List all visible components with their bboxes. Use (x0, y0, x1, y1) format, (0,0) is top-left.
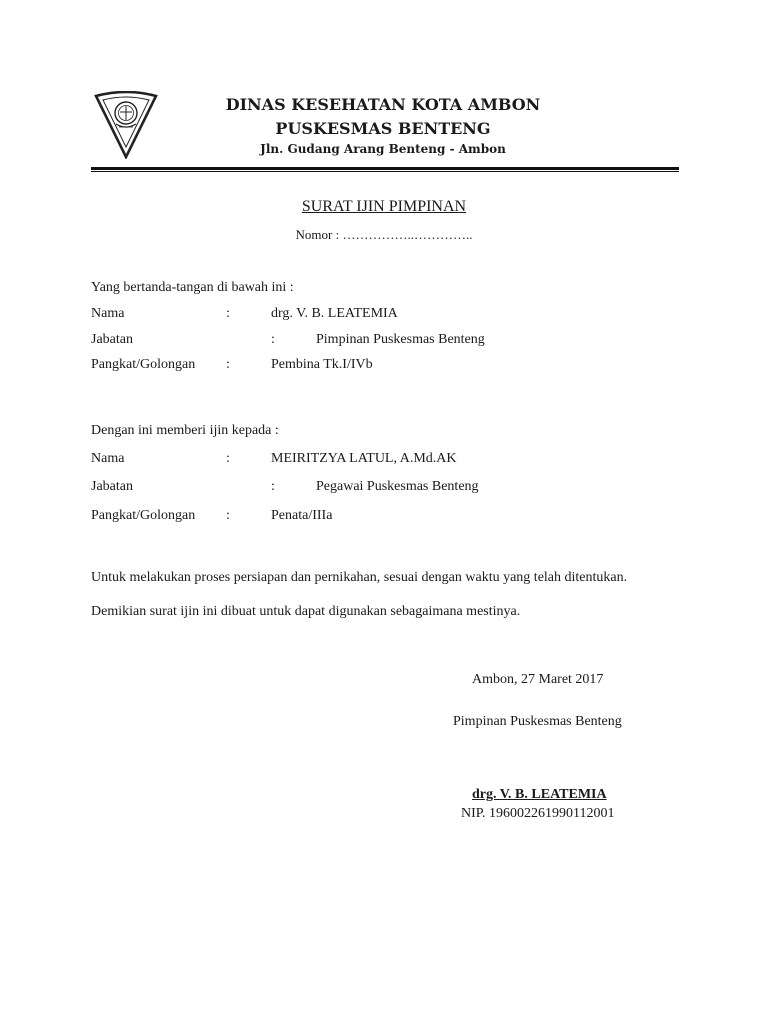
field-value: MEIRITZYA LATUL, A.Md.AK (271, 451, 457, 466)
signer-position: Pimpinan Puskesmas Benteng (453, 714, 622, 729)
field-colon: : (271, 332, 275, 347)
address: Jln. Gudang Arang Benteng - Ambon (260, 142, 506, 156)
field-value: Pembina Tk.I/IVb (271, 357, 373, 372)
field-value: Pegawai Puskesmas Benteng (316, 479, 479, 494)
section1-intro: Yang bertanda-tangan di bawah ini : (91, 280, 294, 295)
field-label: Nama (91, 306, 125, 321)
header-rule-thick (91, 167, 679, 170)
body-paragraph: Untuk melakukan proses persiapan dan pernikahan, sesuai dengan waktu yang telah ditentukan. (91, 570, 628, 585)
field-value: drg. V. B. LEATEMIA (271, 306, 398, 321)
field-label: Jabatan (91, 479, 133, 494)
field-value: Penata/IIIa (271, 508, 333, 523)
letter-number: Nomor : ……………..………….. (295, 227, 473, 242)
signer-name: drg. V. B. LEATEMIA (472, 787, 607, 802)
letter-title: SURAT IJIN PIMPINAN (301, 198, 467, 215)
field-colon: : (226, 508, 230, 523)
place-date: Ambon, 27 Maret 2017 (472, 672, 604, 687)
field-label: Pangkat/Golongan (91, 357, 196, 372)
field-label: Pangkat/Golongan (91, 508, 196, 523)
agency-name: DINAS KESEHATAN KOTA AMBON (225, 95, 541, 114)
header-rule-thin (91, 171, 679, 172)
field-label: Nama (91, 451, 125, 466)
field-colon: : (226, 306, 230, 321)
field-label: Jabatan (91, 332, 133, 347)
closing-paragraph: Demikian surat ijin ini dibuat untuk dapat digunakan sebagaimana mestinya. (91, 604, 521, 619)
section2-intro: Dengan ini memberi ijin kepada : (91, 423, 279, 438)
field-colon: : (226, 451, 230, 466)
field-value: Pimpinan Puskesmas Benteng (316, 332, 485, 347)
puskesmas-name: PUSKESMAS BENTENG (275, 119, 491, 138)
field-colon: : (271, 479, 275, 494)
field-colon: : (226, 357, 230, 372)
institution-logo (94, 91, 158, 164)
signer-nip: NIP. 196002261990112001 (461, 806, 615, 821)
